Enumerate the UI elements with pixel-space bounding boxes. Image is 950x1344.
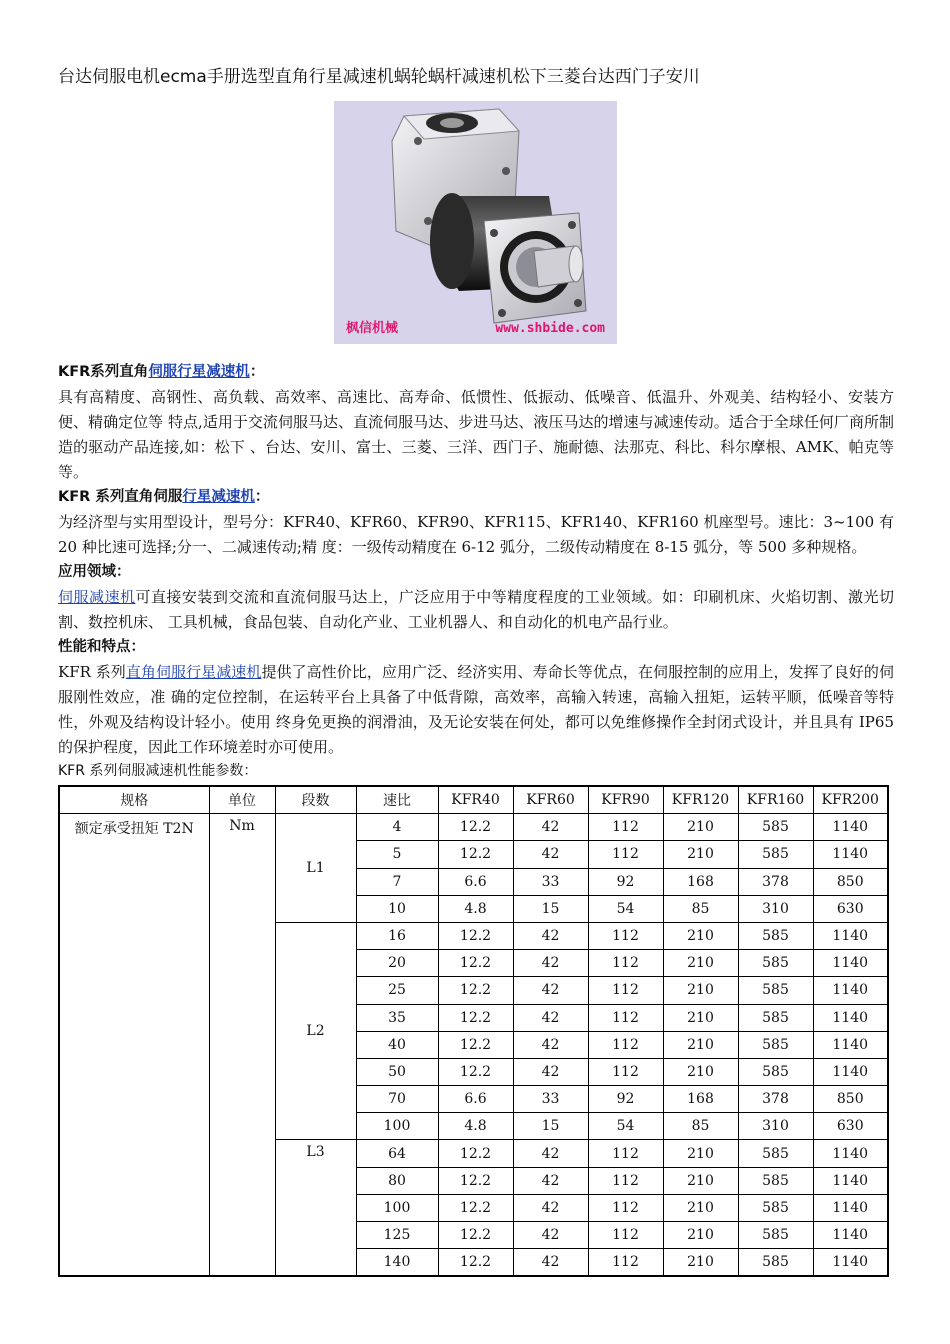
ratio-cell: 10 (356, 895, 438, 922)
stage-cell: L1 (275, 814, 356, 923)
header-cell: 单位 (209, 786, 275, 814)
torque-value-cell: 585 (738, 1004, 813, 1031)
ratio-cell: 25 (356, 977, 438, 1004)
torque-value-cell: 112 (588, 814, 663, 841)
torque-value-cell: 112 (588, 1031, 663, 1058)
table-body (59, 814, 888, 1277)
stage-cell: L3 (275, 1140, 356, 1276)
torque-value-cell: 85 (663, 1113, 738, 1140)
torque-value-cell: 210 (663, 814, 738, 841)
image-caption-brand: 枫信机械 (346, 321, 399, 336)
section-heading-1 (58, 360, 894, 385)
torque-value-cell: 12.2 (438, 1222, 513, 1249)
torque-value-cell: 210 (663, 1167, 738, 1194)
section-body-2: 为经济型与实用型设计，型号分：KFR40、KFR60、KFR90、KFR115、KFR140、KFR160 机座型号。速比：3~100 有 20 种比速可选择;分一、二减速传动;精 度：一级传动精度在 6-12 弧分，二级传动精度在 8-15 弧分，等 500 多种规格。 (58, 513, 894, 556)
torque-value-cell: 112 (588, 1058, 663, 1085)
torque-value-cell: 112 (588, 1194, 663, 1221)
torque-value-cell: 42 (513, 977, 588, 1004)
torque-value-cell: 168 (663, 868, 738, 895)
torque-value-cell: 112 (588, 950, 663, 977)
torque-value-cell: 4.8 (438, 1113, 513, 1140)
torque-value-cell: 42 (513, 1140, 588, 1167)
torque-value-cell: 12.2 (438, 1058, 513, 1085)
ratio-cell: 20 (356, 950, 438, 977)
torque-value-cell: 1140 (813, 922, 888, 949)
torque-value-cell: 1140 (813, 814, 888, 841)
section-heading-3: 应用领域： (58, 564, 131, 580)
ratio-cell: 4 (356, 814, 438, 841)
torque-value-cell: 585 (738, 841, 813, 868)
ratio-cell: 16 (356, 922, 438, 949)
section-body-3 (58, 585, 894, 635)
table-row (59, 814, 888, 841)
document-title: 台达伺服电机ecma手册选型直角行星减速机蜗轮蜗杆减速机松下三菱台达西门子安川 (58, 67, 700, 87)
header-cell: KFR60 (513, 786, 588, 814)
torque-value-cell: 1140 (813, 1194, 888, 1221)
torque-value-cell: 85 (663, 895, 738, 922)
planetary-reducer-link[interactable]: 行星减速机 (182, 489, 255, 505)
torque-value-cell: 1140 (813, 1140, 888, 1167)
header-cell: KFR90 (588, 786, 663, 814)
header-cell: KFR40 (438, 786, 513, 814)
ratio-cell: 100 (356, 1194, 438, 1221)
torque-value-cell: 1140 (813, 1222, 888, 1249)
heading-text: KFR系列直角 (58, 364, 149, 380)
torque-value-cell: 54 (588, 1113, 663, 1140)
ratio-cell: 5 (356, 841, 438, 868)
torque-value-cell: 33 (513, 868, 588, 895)
torque-value-cell: 42 (513, 841, 588, 868)
right-angle-reducer-link[interactable]: 直角伺服行星减速机 (125, 663, 262, 681)
torque-value-cell: 1140 (813, 1004, 888, 1031)
section-body-1: 具有高精度、高钢性、高负载、高效率、高速比、高寿命、低惯性、低振动、低噪音、低温升、外观美、结构轻小、安装方便、精确定位等 特点,适用于交流伺服马达、直流伺服马达、步进马达、液压马达的增速与减速传动。适合于全球任何厂商所制造的驱动产品连接,如：松下 、台达、安川、富士、三菱、三洋、西门子、施耐德、法那克、科比、科尔摩根、AMK、帕克等等。 (58, 388, 894, 481)
article-body (58, 360, 894, 782)
torque-value-cell: 210 (663, 1194, 738, 1221)
torque-value-cell: 4.8 (438, 895, 513, 922)
torque-value-cell: 112 (588, 977, 663, 1004)
torque-value-cell: 310 (738, 895, 813, 922)
unit-cell: Nm (209, 814, 275, 1277)
torque-value-cell: 112 (588, 1140, 663, 1167)
heading-colon: ： (254, 489, 270, 505)
torque-value-cell: 1140 (813, 1249, 888, 1277)
ratio-cell: 70 (356, 1086, 438, 1113)
torque-value-cell: 850 (813, 1086, 888, 1113)
torque-value-cell: 112 (588, 1222, 663, 1249)
torque-value-cell: 12.2 (438, 1194, 513, 1221)
torque-value-cell: 210 (663, 1058, 738, 1085)
torque-value-cell: 210 (663, 1140, 738, 1167)
torque-value-cell: 6.6 (438, 868, 513, 895)
section-heading-4: 性能和特点： (58, 639, 145, 655)
torque-value-cell: 112 (588, 841, 663, 868)
torque-value-cell: 378 (738, 868, 813, 895)
torque-value-cell: 210 (663, 1031, 738, 1058)
torque-value-cell: 585 (738, 977, 813, 1004)
torque-value-cell: 210 (663, 1004, 738, 1031)
header-cell: KFR200 (813, 786, 888, 814)
torque-value-cell: 12.2 (438, 977, 513, 1004)
torque-value-cell: 210 (663, 922, 738, 949)
spec-label-cell: 额定承受扭矩 T2N (59, 814, 209, 1277)
table-header-row (59, 786, 888, 814)
torque-value-cell: 42 (513, 950, 588, 977)
torque-value-cell: 585 (738, 950, 813, 977)
torque-value-cell: 630 (813, 1113, 888, 1140)
ratio-cell: 140 (356, 1249, 438, 1277)
table-caption: KFR 系列伺服减速机性能参数： (58, 763, 258, 779)
torque-value-cell: 1140 (813, 950, 888, 977)
ratio-cell: 80 (356, 1167, 438, 1194)
servo-reducer-link[interactable]: 伺服减速机 (58, 588, 136, 606)
header-cell: 速比 (356, 786, 438, 814)
torque-value-cell: 1140 (813, 1031, 888, 1058)
torque-value-cell: 850 (813, 868, 888, 895)
ratio-cell: 35 (356, 1004, 438, 1031)
section-heading-2 (58, 485, 894, 510)
torque-value-cell: 210 (663, 977, 738, 1004)
torque-value-cell: 112 (588, 1167, 663, 1194)
torque-value-cell: 1140 (813, 841, 888, 868)
stage-cell: L2 (275, 922, 356, 1140)
torque-value-cell: 12.2 (438, 814, 513, 841)
heading-colon: ： (249, 364, 265, 380)
torque-value-cell: 15 (513, 1113, 588, 1140)
ratio-cell: 7 (356, 868, 438, 895)
torque-value-cell: 12.2 (438, 922, 513, 949)
torque-value-cell: 12.2 (438, 1167, 513, 1194)
torque-value-cell: 210 (663, 950, 738, 977)
torque-value-cell: 210 (663, 1249, 738, 1277)
section-body-4-text: 提供了高性价比，应用广泛、经济实用、寿命长等优点，在伺服控制的应用上，发挥了良好的伺服刚性效应，准 确的定位控制，在运转平台上具备了中低背隙，高效率，高输入转速，高输入扭矩，运转平顺，低噪音等特性，外观及结构设计轻小。使用 终身免更换的润滑油，及无论安装在何处，都可以免维修操作全封闭式设计，并且具有 IP65 的保护程度，因此工作环境差时亦可使用。 (58, 663, 894, 756)
torque-value-cell: 1140 (813, 977, 888, 1004)
ratio-cell: 100 (356, 1113, 438, 1140)
torque-value-cell: 42 (513, 1249, 588, 1277)
torque-value-cell: 310 (738, 1113, 813, 1140)
torque-value-cell: 12.2 (438, 1140, 513, 1167)
torque-value-cell: 42 (513, 1004, 588, 1031)
torque-value-cell: 12.2 (438, 1031, 513, 1058)
torque-value-cell: 42 (513, 1058, 588, 1085)
torque-value-cell: 92 (588, 868, 663, 895)
torque-value-cell: 585 (738, 814, 813, 841)
torque-value-cell: 12.2 (438, 1249, 513, 1277)
torque-value-cell: 42 (513, 1031, 588, 1058)
torque-value-cell: 585 (738, 1167, 813, 1194)
gearbox-illustration (334, 101, 617, 344)
ratio-cell: 64 (356, 1140, 438, 1167)
torque-value-cell: 1140 (813, 1058, 888, 1085)
ratio-cell: 125 (356, 1222, 438, 1249)
torque-value-cell: 42 (513, 1194, 588, 1221)
torque-value-cell: 585 (738, 1194, 813, 1221)
torque-value-cell: 1140 (813, 1167, 888, 1194)
torque-value-cell: 210 (663, 841, 738, 868)
torque-value-cell: 12.2 (438, 1004, 513, 1031)
torque-value-cell: 585 (738, 1222, 813, 1249)
header-cell: KFR120 (663, 786, 738, 814)
product-photo (334, 101, 617, 344)
torque-value-cell: 210 (663, 1222, 738, 1249)
torque-value-cell: 42 (513, 922, 588, 949)
torque-value-cell: 42 (513, 814, 588, 841)
torque-value-cell: 378 (738, 1086, 813, 1113)
torque-value-cell: 42 (513, 1222, 588, 1249)
performance-table (58, 785, 889, 1277)
torque-value-cell: 585 (738, 1140, 813, 1167)
torque-value-cell: 15 (513, 895, 588, 922)
torque-value-cell: 42 (513, 1167, 588, 1194)
heading-text: KFR 系列直角伺服 (58, 489, 183, 505)
torque-value-cell: 585 (738, 1058, 813, 1085)
header-cell: 规格 (59, 786, 209, 814)
torque-value-cell: 12.2 (438, 950, 513, 977)
torque-value-cell: 112 (588, 1004, 663, 1031)
torque-value-cell: 112 (588, 922, 663, 949)
image-caption-url: www.shbide.com (495, 321, 605, 336)
torque-value-cell: 585 (738, 922, 813, 949)
torque-value-cell: 6.6 (438, 1086, 513, 1113)
torque-value-cell: 54 (588, 895, 663, 922)
header-cell: 段数 (275, 786, 356, 814)
torque-value-cell: 33 (513, 1086, 588, 1113)
section-body-3-text: 可直接安装到交流和直流伺服马达上，广泛应用于中等精度程度的工业领域。如：印刷机床、火焰切割、激光切割、数控机床、 工具机械，食品包装、自动化产业、工业机器人、和自动化的机电产品行业。 (58, 588, 894, 631)
section-body-4-prefix: KFR 系列 (58, 663, 126, 681)
torque-value-cell: 585 (738, 1031, 813, 1058)
torque-value-cell: 168 (663, 1086, 738, 1113)
header-cell: KFR160 (738, 786, 813, 814)
torque-value-cell: 92 (588, 1086, 663, 1113)
ratio-cell: 50 (356, 1058, 438, 1085)
torque-value-cell: 12.2 (438, 841, 513, 868)
section-body-4 (58, 660, 894, 760)
ratio-cell: 40 (356, 1031, 438, 1058)
torque-value-cell: 112 (588, 1249, 663, 1277)
torque-value-cell: 630 (813, 895, 888, 922)
servo-planetary-reducer-link[interactable]: 伺服行星减速机 (148, 364, 250, 380)
torque-value-cell: 585 (738, 1249, 813, 1277)
